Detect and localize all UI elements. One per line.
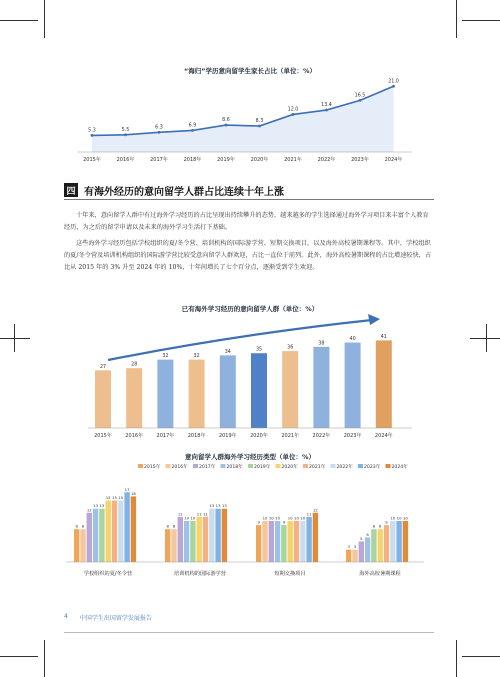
bar (178, 517, 183, 562)
bar (346, 550, 351, 562)
book-title: 中国学生出国留学发展报告 (79, 615, 152, 622)
bar (294, 521, 299, 562)
data-label: 34 (224, 349, 231, 355)
data-label: 10 (294, 515, 299, 521)
bar (203, 517, 208, 562)
data-label: 13 (221, 503, 227, 509)
tick-label: 2023年 (343, 433, 362, 439)
bar (87, 513, 92, 562)
data-label: 5.5 (121, 127, 130, 133)
data-label: 21.0 (388, 79, 399, 85)
bar (300, 521, 305, 562)
legend-label: 2020年 (281, 465, 298, 470)
bar (157, 360, 173, 428)
data-label: 9 (257, 519, 260, 525)
data-label: 11 (177, 511, 183, 517)
footer-rule (64, 632, 434, 633)
data-label: 36 (287, 345, 294, 351)
section-title: 有海外经历的意向留学人群占比连续十年上涨 (84, 186, 284, 198)
bar (215, 509, 220, 562)
bar (313, 347, 329, 428)
legend-label: 2024年 (391, 465, 408, 470)
data-label: 5.3 (88, 128, 96, 134)
bar-chart (0, 314, 500, 446)
data-label: 8.3 (255, 119, 264, 125)
paragraph-2: 这些海外学习经历包括学校组织的夏/冬令营、培训机构的国际游学营、短期交换项目，以及海外高校暑期课程等。其中，学校组织的夏/冬令营及培训机构组织的国际游学营比较受意向留学人群欢迎，占比一直位于前列。此外，海外高校暑期课程的占比增速较快，占比从 2015 年的 3% 升至 2024 年的 10%，十年间增长了七个百分点，逐渐受到学生欢迎。 (64, 240, 432, 271)
data-label: 8 (166, 523, 169, 529)
data-label: 10 (287, 515, 293, 521)
tick-label: 2015年 (83, 157, 101, 163)
tick-label: 2024年 (384, 157, 403, 163)
data-label: 16.5 (354, 93, 366, 99)
legend-label: 2023年 (364, 465, 381, 470)
legend-label: 2015年 (144, 465, 161, 470)
data-point (392, 85, 395, 88)
bar (262, 521, 267, 562)
bar (126, 368, 142, 428)
bar (95, 370, 111, 428)
data-point (225, 124, 228, 127)
crop-mark (462, 656, 500, 657)
bar (275, 521, 280, 562)
legend-swatch (386, 464, 391, 468)
bar (281, 525, 286, 562)
legend-swatch (331, 464, 336, 468)
bar (165, 529, 170, 562)
bar (371, 529, 376, 562)
tick-label: 2024年 (374, 433, 393, 439)
data-label: 10 (268, 515, 274, 521)
category-label: 培训机构的国际游学营 (174, 571, 226, 577)
section-number: 四 (64, 183, 78, 197)
tick-label: 2019年 (218, 433, 237, 439)
data-label: 15 (112, 495, 117, 500)
tick-label: 2023年 (351, 157, 369, 163)
trend-arrow-line (108, 320, 372, 360)
tick-label: 2016年 (125, 433, 144, 439)
data-label: 5 (360, 536, 363, 541)
data-label: 8 (75, 523, 78, 529)
data-label: 38 (318, 341, 325, 347)
crop-mark (0, 20, 38, 21)
legend-label: 2017年 (199, 465, 216, 470)
bar (365, 537, 370, 562)
legend-swatch (303, 464, 308, 468)
bar (269, 521, 274, 562)
data-label: 15 (118, 495, 124, 500)
bar (190, 521, 195, 562)
bar (74, 529, 79, 562)
crop-mark (0, 656, 38, 657)
data-label: 10 (184, 515, 190, 521)
tick-label: 2019年 (217, 157, 235, 163)
bar (99, 509, 104, 562)
tick-label: 2017年 (156, 433, 175, 439)
crop-mark (456, 0, 457, 38)
data-label: 15 (105, 495, 111, 500)
data-label: 12 (86, 507, 92, 513)
tick-label: 2020年 (250, 433, 268, 439)
data-label: 10 (300, 515, 306, 521)
legend-swatch (166, 464, 171, 468)
data-label: 41 (380, 334, 387, 340)
bar (306, 517, 311, 562)
bar (93, 509, 98, 562)
data-point (191, 129, 194, 132)
category-label: 海外高校暑期课程 (359, 571, 401, 577)
category-label: 学校组织的夏/冬令营 (83, 571, 133, 577)
data-label: 8 (372, 523, 376, 529)
data-label: 35 (255, 347, 263, 353)
bar (171, 529, 176, 562)
data-label: 16 (130, 490, 136, 496)
data-label: 13 (99, 503, 105, 509)
trend-arrow-head (368, 314, 380, 325)
legend-label: 2018年 (226, 465, 243, 470)
data-label: 10 (262, 515, 268, 521)
legend-swatch (358, 464, 363, 468)
line-chart (0, 74, 500, 174)
bar (288, 521, 293, 562)
bar (251, 353, 267, 428)
data-label: 11 (306, 511, 312, 517)
bar (376, 340, 392, 428)
grouped-chart (0, 460, 500, 580)
data-label: 3 (347, 544, 350, 550)
crop-mark (44, 0, 45, 38)
tick-label: 2022年 (317, 157, 336, 163)
crop-mark (462, 20, 500, 21)
data-label: 27 (99, 364, 107, 370)
data-label: 6.9 (188, 123, 197, 129)
tick-label: 2021年 (281, 433, 300, 439)
bar (197, 517, 202, 562)
bar (189, 360, 205, 428)
data-point (91, 134, 94, 137)
data-label: 10 (190, 515, 196, 521)
tick-label: 2020年 (250, 157, 269, 163)
data-label: 32 (193, 354, 200, 360)
bar (256, 525, 261, 562)
bar (80, 529, 85, 562)
legend-swatch (276, 464, 281, 468)
data-label: 13 (209, 503, 215, 509)
data-label: 12 (312, 507, 318, 513)
data-label: 13 (93, 503, 99, 509)
bar (390, 521, 395, 562)
tick-label: 2022年 (312, 433, 331, 439)
data-label: 10 (396, 515, 402, 521)
bar (384, 525, 389, 562)
paragraph-1: 十年来，意向留学人群中有过海外学习经历的占比呈现出持续攀升的态势，越来越多的学生选择通过海外学习项目来丰富个人教育经历，为之后的留学申请以及未来的海外学习生活打下基础。 (64, 212, 429, 231)
bar (282, 351, 298, 428)
data-point (258, 125, 261, 128)
bar (403, 521, 408, 562)
bar (352, 550, 357, 562)
data-label: 11 (196, 511, 202, 517)
data-label: 10 (402, 515, 408, 521)
bar-chart-title: 已有海外学习经历的意向留学人群（单位：%） (181, 305, 319, 313)
bar (106, 501, 111, 563)
bar (112, 501, 117, 563)
tick-label: 2016年 (116, 157, 135, 163)
crop-mark (456, 640, 457, 677)
data-point (292, 113, 295, 116)
data-label: 40 (349, 337, 356, 343)
data-point (325, 109, 328, 112)
page-number: 4 (64, 613, 68, 620)
bar (378, 529, 383, 562)
bar (359, 542, 364, 563)
bar (222, 509, 227, 562)
legend-label: 2016年 (171, 465, 188, 470)
bar (184, 521, 189, 562)
bar (396, 521, 401, 562)
legend-label: 2022年 (336, 465, 353, 470)
bar (124, 492, 129, 562)
data-label: 13 (215, 503, 221, 509)
legend-swatch (138, 464, 143, 468)
data-label: 3 (353, 544, 357, 550)
data-point (124, 133, 127, 136)
data-label: 11 (203, 511, 208, 517)
tick-label: 2018年 (187, 433, 206, 439)
data-label: 17 (124, 486, 130, 492)
legend-swatch (221, 464, 226, 468)
line-chart-title: “海归”学历意向留学生家长占比（单位：%） (183, 67, 317, 75)
data-label: 8 (172, 523, 176, 529)
crop-mark (44, 640, 45, 677)
tick-label: 2015年 (94, 433, 112, 439)
data-point (359, 99, 362, 102)
legend-swatch (193, 464, 198, 468)
data-label: 8 (378, 523, 382, 529)
legend-label: 2019年 (254, 465, 271, 470)
data-label: 10 (275, 515, 281, 521)
bar (345, 343, 361, 428)
bar (131, 496, 136, 562)
data-label: 8.6 (222, 118, 230, 124)
bar (313, 513, 318, 562)
data-label: 6 (366, 531, 369, 537)
category-label: 短期交换项目 (274, 571, 306, 577)
data-point (158, 131, 161, 134)
tick-label: 2021年 (284, 157, 302, 163)
data-label: 6.3 (155, 125, 163, 131)
tick-label: 2017年 (150, 157, 168, 163)
data-label: 32 (162, 354, 169, 360)
data-label: 13.4 (321, 103, 332, 109)
page-footer (64, 613, 152, 622)
data-label: 9 (385, 519, 388, 525)
data-label: 10 (390, 515, 396, 521)
section-heading (64, 181, 434, 200)
data-label: 28 (131, 362, 138, 368)
line-area (92, 86, 394, 152)
grouped-chart-title: 意向留学人群海外学习经历类型（单位：%） (184, 453, 315, 461)
legend-label: 2021年 (309, 465, 326, 470)
data-label: 9 (282, 519, 286, 525)
bar (118, 501, 123, 563)
data-label: 8 (81, 523, 85, 529)
data-label: 12.0 (287, 107, 299, 113)
bar (220, 355, 236, 428)
tick-label: 2018年 (183, 157, 202, 163)
legend-swatch (248, 464, 253, 468)
bar (209, 509, 214, 562)
